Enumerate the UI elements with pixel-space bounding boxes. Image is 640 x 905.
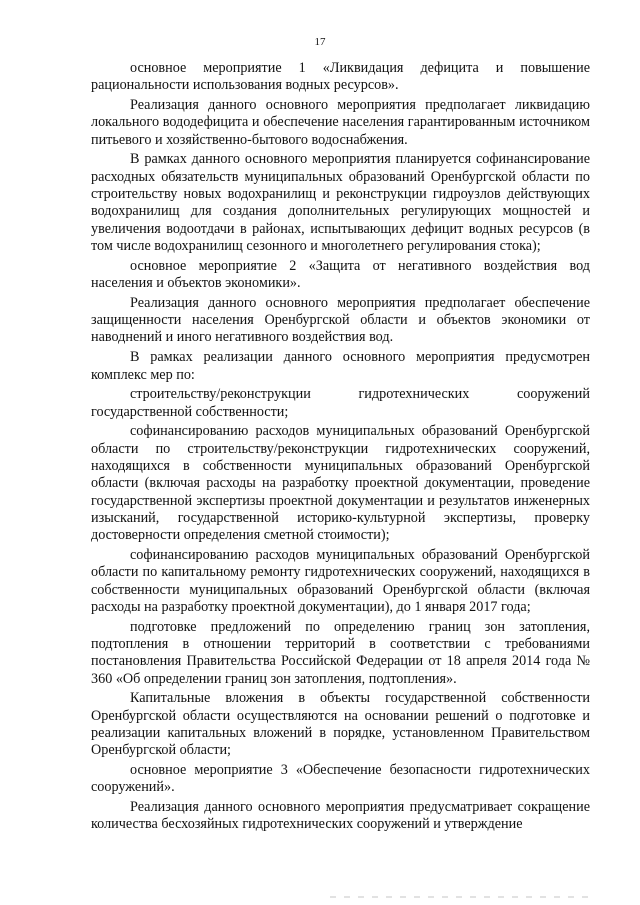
paragraph: Реализация данного основного мероприятия предусматривает сокращение количества бесхозяйных гидротехнических сооружений и утверждение — [91, 799, 590, 833]
paragraph: основное мероприятие 2 «Защита от негативного воздействия вод населения и объектов экономики». — [91, 257, 590, 292]
paragraph: подготовке предложений по определению границ зон затопления, подтопления в отношении территорий в соответствии с требованиями постановления Правительства Российской Федерации от 18 апреля 2014 года № 360 «Об определении границ зон затопления, подтопления». — [91, 618, 590, 687]
paragraph: В рамках данного основного мероприятия планируется софинансирование расходных обязательств муниципальных образований Оренбургской области по строительству новых водохранилищ и реконструкции гидроузлов действующих водохранилищ для создания дополнительных регулирующих мощностей и увеличения водоотдачи в районах, испытывающих дефицит водных ресурсов (в том числе водохранилищ сезонного и многолетнего регулирования стока); — [91, 151, 590, 254]
document-body — [91, 60, 590, 836]
paragraph: софинансированию расходов муниципальных образований Оренбургской области по капитальному ремонту гидротехнических сооружений, находящихся в собственности муниципальных образований Оренбургской области (включая расходы на разработку проектной документации), до 1 января 2017 года; — [91, 547, 590, 615]
paragraph: Капитальные вложения в объекты государственной собственности Оренбургской области осуществляются на основании решений о подготовке и реализации капитальных вложений в порядке, установленном Правительством Оренбургской области; — [91, 690, 590, 759]
paragraph: строительству/реконструкции гидротехнических сооружений государственной собственности; — [91, 386, 590, 420]
paragraph: В рамках реализации данного основного мероприятия предусмотрен комплекс мер по: — [91, 349, 590, 383]
paragraph: основное мероприятие 1 «Ликвидация дефицита и повышение рациональности использования водных ресурсов». — [91, 60, 590, 94]
paragraph: Реализация данного основного мероприятия предполагает ликвидацию локального вододефицита и обеспечение населения гарантированным источником питьевого и хозяйственно-бытового водоснабжения. — [91, 97, 590, 148]
paragraph: основное мероприятие 3 «Обеспечение безопасности гидротехнических сооружений». — [91, 762, 590, 796]
page-number: 17 — [314, 36, 326, 48]
paragraph: софинансированию расходов муниципальных образований Оренбургской области по строительству/реконструкции гидротехнических сооружений, находящихся в собственности муниципальных образований Оренбургской области (включая расходы на разработку проектной документации, проведение государственной экспертизы проектной документации и результатов инженерных изысканий, государственной историко-культурной экспертизы, проверку достоверности определения сметной стоимости); — [91, 423, 590, 544]
scan-artifact — [330, 896, 590, 898]
paragraph: Реализация данного основного мероприятия предполагает обеспечение защищенности населения Оренбургской области и объектов экономики от наводнений и иного негативного воздействия вод. — [91, 294, 590, 346]
